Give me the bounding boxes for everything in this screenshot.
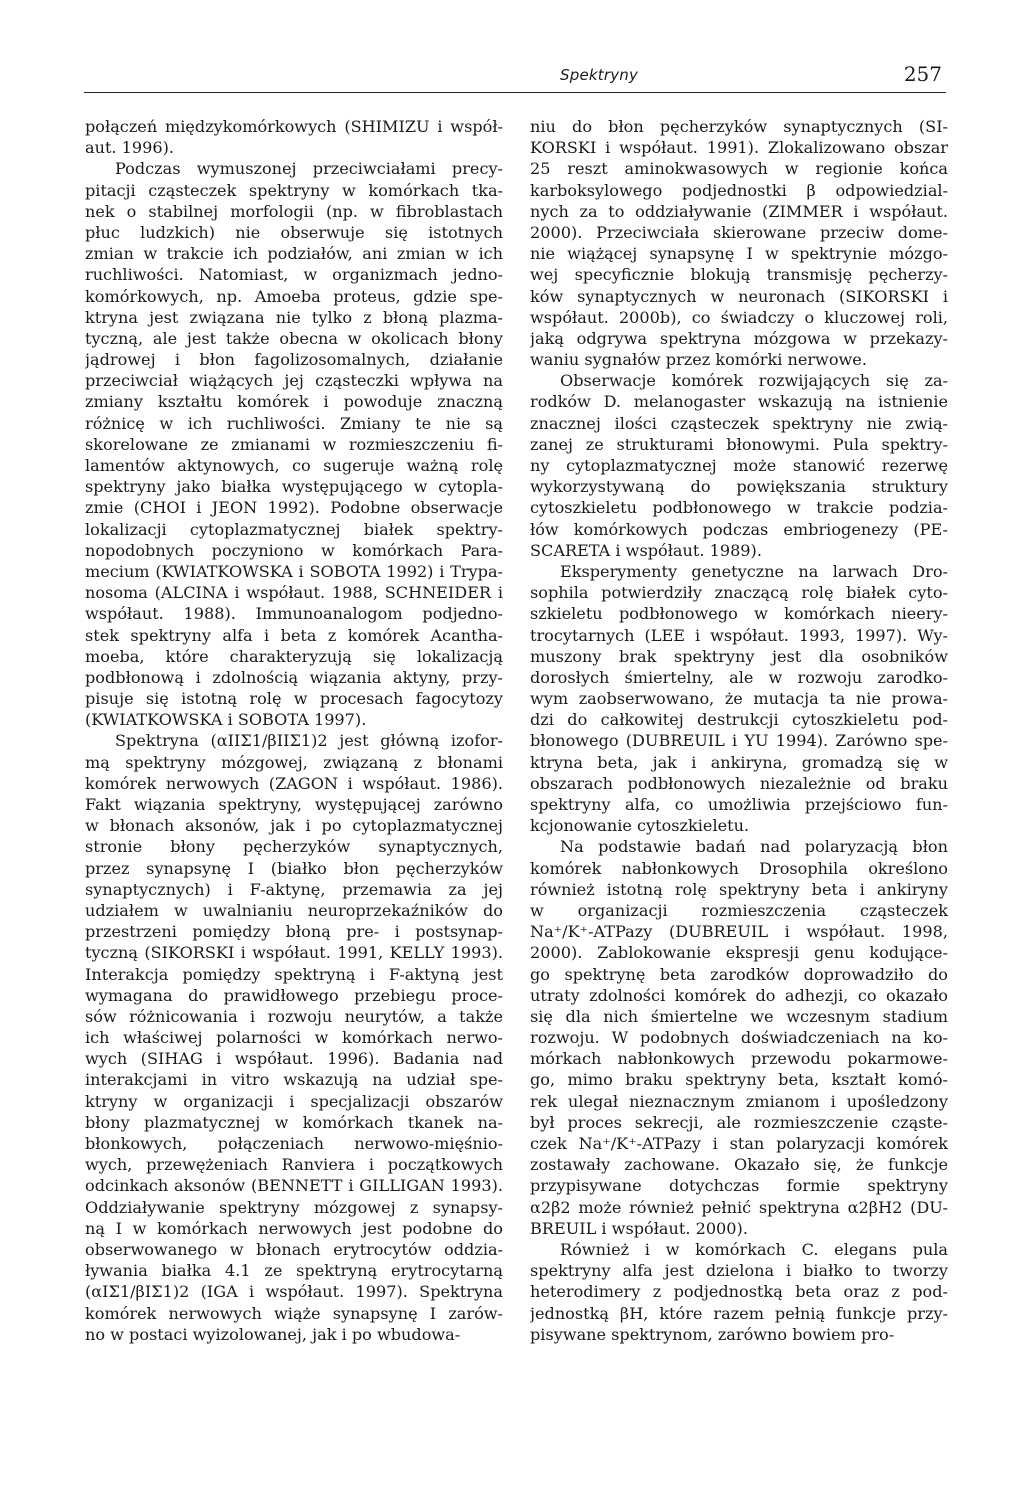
text-line: waniu sygnałów przez komórki nerwowe. xyxy=(530,350,867,370)
text-line: przypisywane dotychczas formie spektryny xyxy=(530,1176,948,1196)
text-line: zmie (CHOI i JEON 1992). Podobne obserwacje xyxy=(85,498,503,518)
text-line: nopodobnych poczyniono w komórkach Para- xyxy=(85,540,503,560)
text-line: BREUIL i współaut. 2000). xyxy=(530,1218,748,1238)
text-line: ktryna jest związana nie tylko z błoną plazma- xyxy=(85,307,503,327)
text-line: się dla nich śmiertelne we wczesnym stadium xyxy=(530,1006,948,1026)
running-title: Spektryny xyxy=(560,66,639,84)
text-line: (KWIATKOWSKA i SOBOTA 1997). xyxy=(85,710,367,730)
text-line: nosoma (ALCINA i współaut. 1988, SCHNEIDER i xyxy=(85,583,503,603)
text-line: komórek nabłonkowych Drosophila określono xyxy=(530,858,948,878)
text-line: błonkowych, połączeniach nerwowo-mięśnio- xyxy=(85,1134,503,1153)
text-line: KORSKI i współaut. 1991). Zlokalizowano obszar xyxy=(530,138,948,158)
text-line: udziałem w uwalnianiu neuroprzekaźników do xyxy=(85,900,503,920)
text-line: ną I w komórkach nerwowych jest podobne do xyxy=(85,1218,503,1238)
text-line: stek spektryny alfa i beta z komórek Acantha- xyxy=(85,625,503,645)
text-line: odcinkach aksonów (BENNETT i GILLIGAN 1993). xyxy=(85,1176,503,1196)
text-line: 25 reszt aminokwasowych w regionie końca xyxy=(530,159,948,179)
text-line: sów różnicowania i rozwoju neurytów, a także xyxy=(85,1006,503,1026)
text-line: ny cytoplazmatycznej może stanowić rezerwę xyxy=(530,456,948,475)
text-line: zmian w trakcie ich podziałów, ani zmian w ich xyxy=(85,244,503,264)
text-line: 2000). Zablokowanie ekspresji genu kodujące- xyxy=(530,943,948,963)
text-line: Interakcja pomiędzy spektryną i F-aktyną jest xyxy=(85,964,503,984)
text-line: wymagana do prawidłowego przebiegu proce- xyxy=(85,985,503,1005)
text-line: podbłonową i zdolnością wiązania aktyny, przy- xyxy=(85,667,503,687)
text-line: skorelowane ze zmianami w rozmieszczeniu fi- xyxy=(85,434,503,454)
text-line: w organizacji rozmieszczenia cząsteczek xyxy=(530,900,948,920)
text-line: ktryny w organizacji i specjalizacji obszarów xyxy=(85,1091,503,1111)
text-line: cytoszkieletu podbłonowego w trakcie podzia- xyxy=(530,498,948,518)
text-line: ktryna beta, jak i ankiryna, gromadzą się w xyxy=(530,752,948,772)
text-line: mecium (KWIATKOWSKA i SOBOTA 1992) i Trypa- xyxy=(85,561,503,581)
text-line: połączeń międzykomórkowych (SHIMIZU i współ- xyxy=(85,117,503,136)
text-line: komórek nerwowych wiąże synapsynę I zarów- xyxy=(85,1303,503,1323)
text-line: Fakt wiązania spektryny, występującej zarówno xyxy=(85,795,503,814)
text-line: różnicę w ich ruchliwości. Zmiany te nie są xyxy=(85,413,503,433)
text-line: pisywane spektrynom, zarówno bowiem pro- xyxy=(530,1324,895,1344)
text-line: muszony brak spektryny jest dla osobników xyxy=(530,646,948,666)
text-line: błony plazmatycznej w komórkach tkanek na- xyxy=(85,1112,503,1132)
text-line: SCARETA i współaut. 1989). xyxy=(530,540,762,560)
text-line: znacznej ilości cząsteczek spektryny nie zwią- xyxy=(530,413,948,433)
text-line: ływania białka 4.1 ze spektryną erytrocytarną xyxy=(85,1261,503,1281)
text-line: ich właściwej polarności w komórkach nerwo- xyxy=(85,1028,503,1048)
text-line: tyczną, ale jest także obecna w okolicach błony xyxy=(85,328,503,348)
text-line: no w postaci wyizolowanej, jak i po wbudowa- xyxy=(85,1324,461,1344)
text-line: przez synapsynę I (białko błon pęcherzyków xyxy=(85,858,503,878)
text-line: aut. 1996). xyxy=(85,138,175,158)
text-line: był proces sekrecji, ale rozmieszczenie cząste- xyxy=(530,1112,948,1132)
text-line: również istotną rolę spektryny beta i ankiryny xyxy=(530,879,948,899)
text-line: zostawały zachowane. Okazało się, że funkcje xyxy=(530,1155,948,1175)
text-line: obserwowanego w błonach erytrocytów oddzia- xyxy=(85,1239,503,1259)
text-line: nek o stabilnej morfologii (np. w fibroblastach xyxy=(85,201,503,221)
text-line: przestrzeni pomiędzy błoną pre- i postsynap- xyxy=(85,922,503,942)
text-line: trocytarnych (LEE i współaut. 1993, 1997). Wy- xyxy=(530,625,948,645)
text-line: jądrowej i błon fagolizosomalnych, działanie xyxy=(85,350,503,370)
text-line: interakcjami in vitro wskazują na udział spe- xyxy=(85,1070,503,1090)
text-line: rek ulegał nieznacznym zmianom i upośledzony xyxy=(530,1091,948,1111)
text-line: spektryny jako białka występującego w cytopla- xyxy=(85,477,503,497)
text-line: Podczas wymuszonej przeciwciałami precy- xyxy=(115,159,503,179)
text-line: komórek nerwowych (ZAGON i współaut. 1986). xyxy=(85,773,503,793)
text-line: przeciwciał wiążących jej cząsteczki wpływa na xyxy=(85,371,503,391)
text-line: w błonach aksonów, jak i po cytoplazmatycznej xyxy=(85,816,503,836)
text-line: ków synaptycznych w neuronach (SIKORSKI i xyxy=(530,286,948,306)
text-line: mą spektryny mózgowej, związaną z błonami xyxy=(85,752,503,772)
left-text-column xyxy=(85,116,503,1345)
text-line: nych za to oddziaływanie (ZIMMER i współaut. xyxy=(530,201,948,221)
text-line: karboksylowego podjednostki β odpowiedzial- xyxy=(530,180,948,200)
text-line: ruchliwości. Natomiast, w organizmach jedno- xyxy=(85,265,503,285)
text-line: wykorzystywaną do powiększania struktury xyxy=(530,477,948,497)
text-line: komórkowych, np. Amoeba proteus, gdzie spe- xyxy=(85,286,503,306)
text-line: go, mimo braku spektryny beta, kształt komó- xyxy=(530,1070,948,1090)
text-line: rodków D. melanogaster wskazują na istnienie xyxy=(530,392,948,412)
text-line: wym zaobserwowano, że mutacja ta nie prowa- xyxy=(530,689,948,709)
text-line: moeba, które charakteryzują się lokalizacją xyxy=(85,646,503,666)
text-line: zanej ze strukturami błonowymi. Pula spektry- xyxy=(530,434,948,454)
text-line: dzi do całkowitej destrukcji cytoszkieletu pod- xyxy=(530,710,948,730)
text-line: współaut. 2000b), co świadczy o kluczowej roli, xyxy=(530,307,948,327)
text-line: wych (SIHAG i współaut. 1996). Badania nad xyxy=(85,1049,503,1069)
text-line: lamentów aktynowych, co sugeruje ważną rolę xyxy=(85,456,503,475)
text-line: współaut. 1988). Immunoanalogom podjedno- xyxy=(85,604,503,624)
text-line: heterodimery z podjednostką beta oraz z pod- xyxy=(530,1282,948,1302)
text-line: dorosłych śmiertelny, ale w rozwoju zarodko- xyxy=(530,667,948,687)
text-line: czek Na⁺/K⁺-ATPazy i stan polaryzacji komórek xyxy=(530,1134,948,1153)
text-line: nie wiążącej synapsynę I w spektrynie mózgo- xyxy=(530,244,948,264)
text-line: szkieletu podbłonowego w komórkach nieery- xyxy=(530,604,948,624)
text-line: utraty zdolności komórek do adhezji, co okazało xyxy=(530,985,948,1005)
text-line: sophila potwierdziły znaczącą rolę białek cyto- xyxy=(530,583,948,603)
text-line: go spektrynę beta zarodków doprowadziło do xyxy=(530,964,948,984)
text-line: Na podstawie badań nad polaryzacją błon xyxy=(560,837,948,857)
text-line: mórkach nabłonkowych przewodu pokarmowe- xyxy=(530,1049,948,1069)
text-line: pitacji cząsteczek spektryny w komórkach tka- xyxy=(85,180,503,200)
text-line: tyczną (SIKORSKI i współaut. 1991, KELLY 1993). xyxy=(85,943,503,963)
text-line: zmiany kształtu komórek i powoduje znaczną xyxy=(85,392,503,412)
text-line: jednostką βH, które razem pełnią funkcje przy- xyxy=(530,1303,948,1323)
text-line: 2000). Przeciwciała skierowane przeciw dome- xyxy=(530,222,948,242)
text-line: (αIΣ1/βIΣ1)2 (IGA i współaut. 1997). Spektryna xyxy=(85,1282,503,1302)
text-line: wej specyficznie blokują transmisję pęcherzy- xyxy=(530,265,948,285)
text-line: jaką odgrywa spektryna mózgowa w przekazy- xyxy=(530,328,948,348)
text-line: α2β2 może również pełnić spektryna α2βH2 (DU- xyxy=(530,1197,948,1217)
page-number: 257 xyxy=(903,62,942,86)
text-line: wych, przewężeniach Ranviera i początkowych xyxy=(85,1155,503,1175)
text-line: spektryny alfa, co umożliwia przejściowo fun- xyxy=(530,795,948,814)
text-line: lokalizacji cytoplazmatycznej białek spektry- xyxy=(85,519,503,539)
text-line: kcjonowanie cytoszkieletu. xyxy=(530,816,750,836)
text-line: niu do błon pęcherzyków synaptycznych (SI- xyxy=(530,117,948,136)
text-line: spektryny alfa jest dzielona i białko to tworzy xyxy=(530,1261,948,1281)
text-line: błonowego (DUBREUIL i YU 1994). Zarówno spe- xyxy=(530,731,948,751)
text-line: rozwoju. W podobnych doświadczeniach na ko- xyxy=(530,1028,948,1048)
text-line: synaptycznych) i F-aktynę, przemawia za jej xyxy=(85,879,503,899)
text-line: Na⁺/K⁺-ATPazy (DUBREUIL i współaut. 1998, xyxy=(530,922,948,942)
right-text-column xyxy=(530,116,948,1345)
text-line: Oddziaływanie spektryny mózgowej z synapsy- xyxy=(85,1197,503,1217)
running-header xyxy=(84,62,946,93)
text-line: płuc ludzkich) nie obserwuje się istotnych xyxy=(85,222,503,242)
text-line: stronie błony pęcherzyków synaptycznych, xyxy=(85,837,503,857)
text-line: Eksperymenty genetyczne na larwach Dro- xyxy=(560,561,948,581)
text-line: łów komórkowych podczas embriogenezy (PE- xyxy=(530,519,948,539)
text-line: Spektryna (αIIΣ1/βIIΣ1)2 jest główną izofor- xyxy=(115,731,503,751)
text-line: pisuje się istotną rolę w procesach fagocytozy xyxy=(85,689,503,709)
text-line: obszarach podbłonowych niezależnie od braku xyxy=(530,773,948,793)
text-line: Również i w komórkach C. elegans pula xyxy=(560,1239,948,1259)
text-line: Obserwacje komórek rozwijających się za- xyxy=(560,371,948,391)
